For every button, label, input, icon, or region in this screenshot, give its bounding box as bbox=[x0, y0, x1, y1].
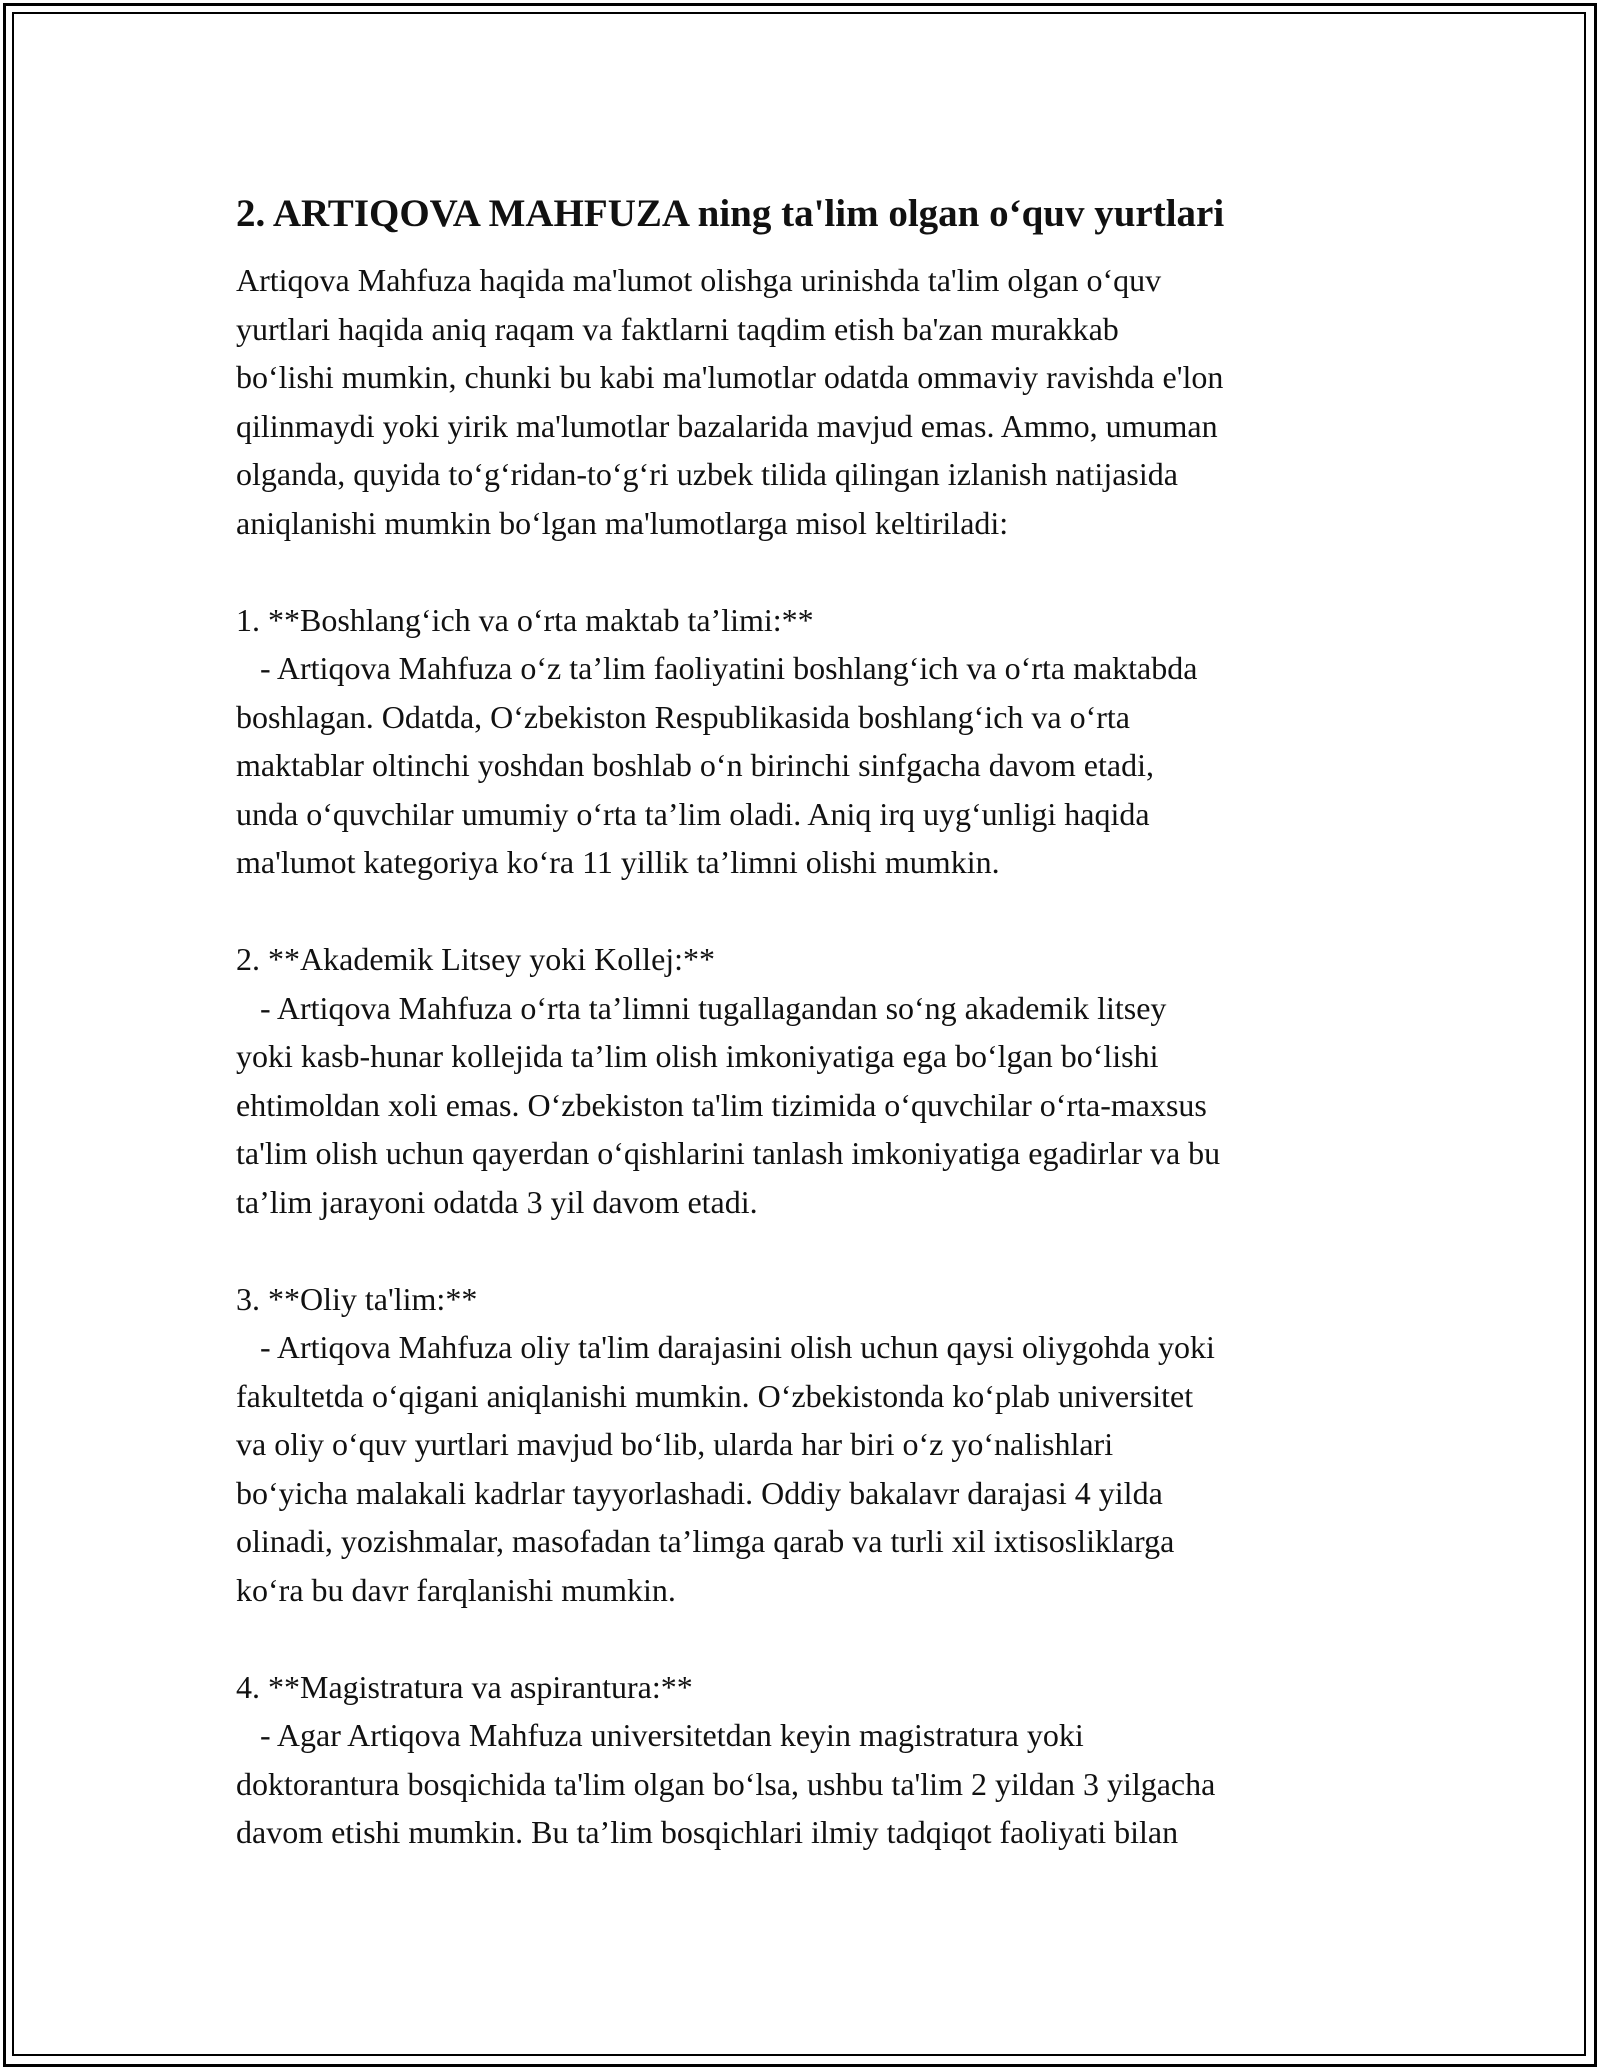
section-body-higher-education: - Artiqova Mahfuza oliy ta'lim darajasini olish uchun qaysi oliygohda yoki fakultetda o‘qigani aniqlanishi mumkin. O‘zbekistonda ko‘plab universitet va oliy o‘quv yurtlari mavjud bo‘lib, ularda har biri o‘z yo‘nalishlari bo‘yicha malakali kadrlar tayyorlashadi. Oddiy bakalavr darajasi 4 yilda olinadi, yozishmalar, masofadan ta’limga qarab va turli xil ixtisosliklarga ko‘ra bu davr farqlanishi mumkin. bbox=[236, 1329, 1215, 1608]
section-heading-masters-postgraduate: 4. **Magistratura va aspirantura:** bbox=[236, 1668, 693, 1705]
section-body-primary-secondary-school: - Artiqova Mahfuza o‘z ta’lim faoliyatini boshlang‘ich va o‘rta maktabda boshlagan. Odatda, O‘zbekiston Respublikasida boshlang‘ich va o‘rta maktablar oltinchi yoshdan boshlab o‘n birinchi sinfgacha davom etadi, unda o‘quvchilar umumiy o‘rta ta’lim oladi. Aniq irq uyg‘unligi haqida ma'lumot kategoriya ko‘ra 11 yillik ta’limni olishi mumkin. bbox=[236, 650, 1198, 880]
paragraph-gap bbox=[236, 1226, 1376, 1275]
paragraph-gap bbox=[236, 1614, 1376, 1663]
section-body-lyceum-college: - Artiqova Mahfuza o‘rta ta’limni tugallagandan so‘ng akademik litsey yoki kasb-hunar kollejida ta’lim olish imkoniyatiga ega bo‘lgan bo‘lishi ehtimoldan xoli emas. O‘zbekiston ta'lim tizimida o‘quvchilar o‘rta-maxsus ta'lim olish uchun qayerdan o‘qishlarini tanlash imkoniyatiga egadirlar va bu ta’lim jarayoni odatda 3 yil davom etadi. bbox=[236, 989, 1221, 1220]
section-heading-lyceum-college: 2. **Akademik Litsey yoki Kollej:** bbox=[236, 941, 716, 977]
paragraph-gap bbox=[236, 547, 1376, 596]
document-body bbox=[236, 186, 1376, 1857]
section-heading-primary-secondary-school: 1. **Boshlang‘ich va o‘rta maktab ta’limi:** bbox=[236, 601, 814, 638]
section-heading-higher-education: 3. **Oliy ta'lim:** bbox=[236, 1280, 478, 1317]
page-title: 2. ARTIQOVA MAHFUZA ning ta'lim olgan o‘quv yurtlari bbox=[236, 192, 1225, 235]
paragraph-gap bbox=[236, 887, 1376, 936]
section-body-masters-postgraduate: - Agar Artiqova Mahfuza universitetdan keyin magistratura yoki doktorantura bosqichida ta'lim olgan bo‘lsa, ushbu ta'lim 2 yildan 3 yilgacha davom etishi mumkin. Bu ta’lim bosqichlari ilmiy tadqiqot faoliyati bilan bbox=[236, 1717, 1216, 1850]
intro-paragraph: Artiqova Mahfuza haqida ma'lumot olishga urinishda ta'lim olgan o‘quv yurtlari haqida aniq raqam va faktlarni taqdim etish ba'zan murakkab bo‘lishi mumkin, chunki bu kabi ma'lumotlar odatda ommaviy ravishda e'lon qilinmaydi yoki yirik ma'lumotlar bazalarida mavjud emas. Ammo, umuman olganda, quyida to‘g‘ridan-to‘g‘ri uzbek tilida qilingan izlanish natijasida aniqlanishi mumkin bo‘lgan ma'lumotlarga misol keltiriladi: bbox=[236, 262, 1224, 541]
